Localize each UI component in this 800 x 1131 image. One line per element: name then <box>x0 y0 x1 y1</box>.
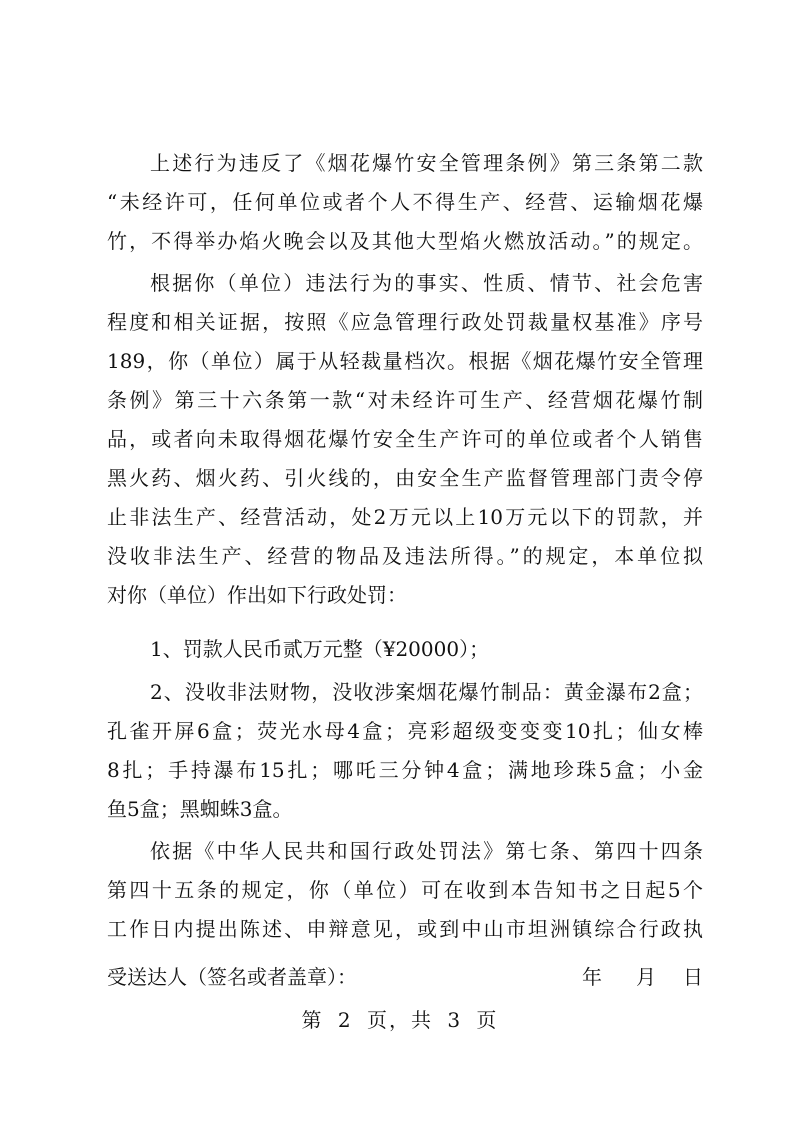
paragraph-basis-line-6: 黑火药、烟火药、引火线的，由安全生产监督管理部门责令停 <box>107 466 703 490</box>
signature-date <box>565 962 703 992</box>
page-indicator: 第 2 页，共 3 页 <box>301 1008 499 1032</box>
penalty-item-1: 1、罚款人民币贰万元整（¥20000）； <box>150 637 490 661</box>
recipient-signature-label: 受送达人（签名或者盖章）： <box>107 965 357 989</box>
penalty-item-2-line-2: 孔雀开屏6盒；荧光水母4盒；亮彩超级变变变10扎；仙女棒 <box>107 719 703 743</box>
signature-row <box>107 962 703 992</box>
paragraph-violation-line-2: “未经许可，任何单位或者个人不得生产、经营、运输烟花爆 <box>107 190 703 214</box>
date-day-label: 日 <box>683 965 703 989</box>
paragraph-basis-line-8: 没收非法生产、经营的物品及违法所得。”的规定，本单位拟 <box>107 544 703 568</box>
paragraph-basis-line-4: 条例》第三十六条第一款“对未经许可生产、经营烟花爆竹制 <box>107 388 703 412</box>
paragraph-basis-line-7: 止非法生产、经营活动，处2万元以上10万元以下的罚款，并 <box>107 505 703 529</box>
paragraph-violation-line-3: 竹，不得举办焰火晚会以及其他大型焰火燃放活动。”的规定。 <box>107 229 703 253</box>
penalty-item-2-line-4: 鱼5盒；黑蜘蛛3盒。 <box>107 797 293 821</box>
penalty-item-2-line-1: 2、没收非法财物，没收涉案烟花爆竹制品：黄金瀑布2盒； <box>150 680 703 704</box>
paragraph-rights-line-1: 依据《中华人民共和国行政处罚法》第七条、第四十四条 <box>150 839 703 863</box>
penalty-item-2-line-3: 8扎；手持瀑布15扎；哪吒三分钟4盒；满地珍珠5盒；小金 <box>107 758 703 782</box>
paragraph-basis-line-5: 品，或者向未取得烟花爆竹安全生产许可的单位或者个人销售 <box>107 427 703 451</box>
paragraph-basis-line-3: 189，你（单位）属于从轻裁量档次。根据《烟花爆竹安全管理 <box>107 349 703 373</box>
paragraph-violation-line-1: 上述行为违反了《烟花爆竹安全管理条例》第三条第二款 <box>150 151 703 175</box>
date-year-label: 年 <box>582 965 602 989</box>
paragraph-rights-line-2: 第四十五条的规定，你（单位）可在收到本告知书之日起5个 <box>107 878 703 902</box>
paragraph-basis-line-9: 对你（单位）作出如下行政处罚： <box>107 583 407 607</box>
date-month-label: 月 <box>636 965 656 989</box>
paragraph-rights-line-3: 工作日内提出陈述、申辩意见，或到中山市坦洲镇综合行政执 <box>107 917 703 941</box>
paragraph-basis-line-1: 根据你（单位）违法行为的事实、性质、情节、社会危害 <box>150 271 703 295</box>
paragraph-basis-line-2: 程度和相关证据，按照《应急管理行政处罚裁量权基准》序号 <box>107 310 703 334</box>
